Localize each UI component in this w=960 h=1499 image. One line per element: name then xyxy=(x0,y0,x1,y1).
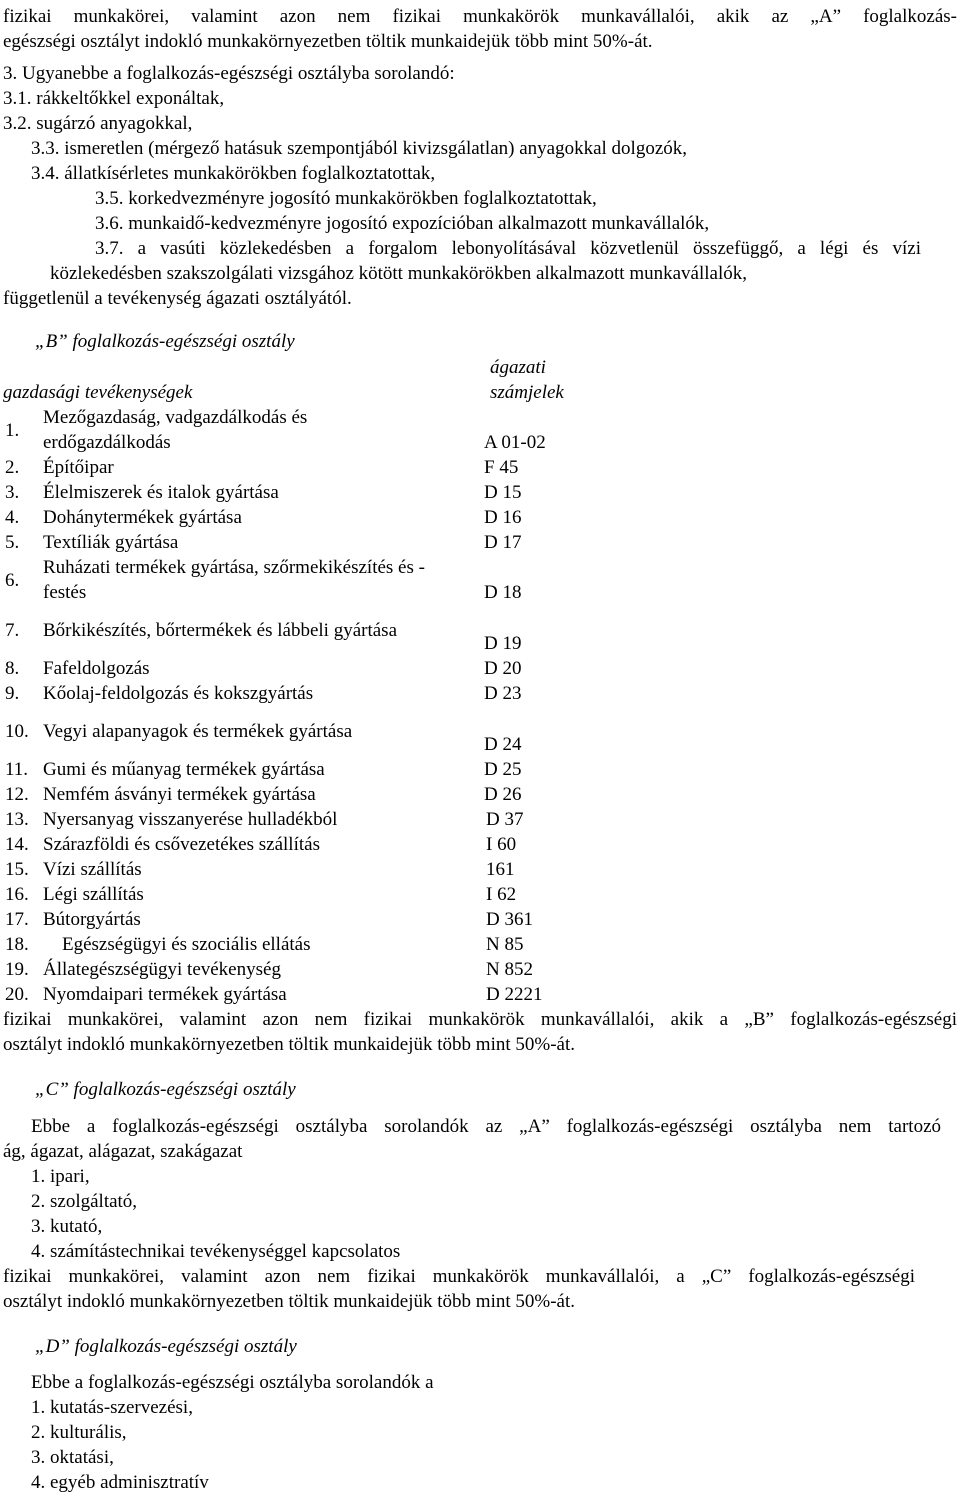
row-code: F 45 xyxy=(484,457,519,478)
row-number: 2. xyxy=(5,457,20,478)
table-row xyxy=(0,757,620,782)
section-c-heading: „C” foglalkozás-egészségi osztály xyxy=(35,1079,296,1100)
row-activity: Dohánytermékek gyártása xyxy=(43,507,242,528)
row-activity: Gumi és műanyag termékek gyártása xyxy=(43,759,325,780)
section-b-heading: „B” foglalkozás-egészségi osztály xyxy=(35,331,295,352)
row-code: D 24 xyxy=(484,734,522,755)
row-code: D 23 xyxy=(484,683,522,704)
row-activity: Textíliák gyártása xyxy=(43,532,179,553)
row-activity: Építőipar xyxy=(43,457,114,478)
row-code: 161 xyxy=(486,859,515,880)
paragraph-line: osztályt indokló munkakörnyezetben töltik munkaidejük több mint 50%-át. xyxy=(3,1034,576,1055)
sublist-item-3-2: 3.2. sugárzó anyagokkal, xyxy=(3,113,193,134)
row-code: D 2221 xyxy=(486,984,543,1005)
row-number: 6. xyxy=(5,570,20,591)
table-row xyxy=(0,618,620,656)
row-number: 9. xyxy=(5,683,20,704)
row-code: D 15 xyxy=(484,482,522,503)
row-code: D 17 xyxy=(484,532,522,553)
row-number: 11. xyxy=(5,759,29,780)
sublist-item-3-5: 3.5. korkedvezményre jogosító munkakörökben foglalkoztatottak, xyxy=(95,188,597,209)
sublist-item-3-7-cont: függetlenül a tevékenység ágazati osztályától. xyxy=(3,288,352,309)
row-number: 19. xyxy=(5,959,29,980)
paragraph-line: Ebbe a foglalkozás-egészségi osztályba sorolandók a xyxy=(31,1372,434,1393)
row-code: N 85 xyxy=(486,934,524,955)
row-number: 12. xyxy=(5,784,29,805)
row-activity: Nyomdaipari termékek gyártása xyxy=(43,984,287,1005)
row-activity: Élelmiszerek és italok gyártása xyxy=(43,482,279,503)
table-row xyxy=(0,681,620,706)
row-code: D 37 xyxy=(486,809,524,830)
table-row xyxy=(0,656,620,681)
row-number: 17. xyxy=(5,909,29,930)
row-activity: Bőrkikészítés, bőrtermékek és lábbeli gyártása xyxy=(43,620,398,641)
row-number: 3. xyxy=(5,482,20,503)
row-activity: Légi szállítás xyxy=(43,884,144,905)
row-number: 16. xyxy=(5,884,29,905)
sublist-item-3-7: 3.7. a vasúti közlekedésben a forgalom lebonyolításával közvetlenül összefüggő, a légi és vízi xyxy=(95,238,921,259)
table-row xyxy=(0,807,620,832)
paragraph-line: Ebbe a foglalkozás-egészségi osztályba sorolandók az „A” foglalkozás-egészségi osztályba nem tartozó xyxy=(31,1116,941,1137)
row-activity: Kőolaj-feldolgozás és kokszgyártás xyxy=(43,683,314,704)
row-number: 7. xyxy=(5,620,20,641)
sublist-item-3-1: 3.1. rákkeltőkkel exponáltak, xyxy=(3,88,225,109)
table-row xyxy=(0,480,620,505)
column-header-codes: számjelek xyxy=(490,382,564,403)
row-code: D 20 xyxy=(484,658,522,679)
list-item: 3. kutató, xyxy=(31,1216,103,1237)
list-item: 2. kulturális, xyxy=(31,1422,127,1443)
paragraph-line: egészségi osztályt indokló munkakörnyezetben töltik munkaidejük több mint 50%-át. xyxy=(3,31,653,52)
row-activity: Nemfém ásványi termékek gyártása xyxy=(43,784,316,805)
row-number: 15. xyxy=(5,859,29,880)
paragraph-line: fizikai munkakörei, valamint azon nem fizikai munkakörök munkavállalói, akik az „A” foglalkozás- xyxy=(3,6,957,27)
list-item: 1. ipari, xyxy=(31,1166,90,1187)
row-code: I 60 xyxy=(486,834,517,855)
table-row xyxy=(0,530,620,555)
row-code: D 361 xyxy=(486,909,533,930)
sublist-item-3-3: 3.3. ismeretlen (mérgező hatásuk szempontjából kivizsgálatlan) anyagokkal dolgozók, xyxy=(31,138,688,159)
paragraph-line: fizikai munkakörei, valamint azon nem fizikai munkakörök munkavállalói, akik a „B” foglalkozás-egészségi xyxy=(3,1009,957,1030)
column-header-activities: gazdasági tevékenységek xyxy=(3,382,193,403)
paragraph-line: fizikai munkakörei, valamint azon nem fizikai munkakörök munkavállalói, a „C” foglalkozás-egészségi xyxy=(3,1266,915,1287)
row-code: A 01-02 xyxy=(484,432,546,453)
column-header-sector: ágazati xyxy=(490,357,546,378)
row-activity: erdőgazdálkodás xyxy=(43,432,171,453)
paragraph-line: osztályt indokló munkakörnyezetben töltik munkaidejük több mint 50%-át. xyxy=(3,1291,576,1312)
table-row xyxy=(0,932,620,957)
row-activity: Vegyi alapanyagok és termékek gyártása xyxy=(43,721,353,742)
row-code: D 19 xyxy=(484,633,522,654)
paragraph-line: ág, ágazat, alágazat, szakágazat xyxy=(3,1141,243,1162)
section-d-heading: „D” foglalkozás-egészségi osztály xyxy=(35,1336,297,1357)
row-activity: Mezőgazdaság, vadgazdálkodás és xyxy=(43,407,308,428)
row-activity: Nyersanyag visszanyerése hulladékból xyxy=(43,809,338,830)
list-item: 4. számítástechnikai tevékenységgel kapcsolatos xyxy=(31,1241,401,1262)
sublist-item-3-7-cont: közlekedésben szakszolgálati vizsgához kötött munkakörökben alkalmazott munkavállalók, xyxy=(50,263,747,284)
list-item: 4. egyéb adminisztratív xyxy=(31,1472,209,1493)
row-number: 13. xyxy=(5,809,29,830)
row-code: D 18 xyxy=(484,582,522,603)
table-row xyxy=(0,882,620,907)
row-number: 10. xyxy=(5,721,29,742)
row-activity: Ruházati termékek gyártása, szőrmekikészítés és - xyxy=(43,557,425,578)
table-row xyxy=(0,405,620,455)
row-code: D 25 xyxy=(484,759,522,780)
row-activity: Szárazföldi és csővezetékes szállítás xyxy=(43,834,320,855)
sublist-item-3-4: 3.4. állatkísérletes munkakörökben foglalkoztatottak, xyxy=(31,163,436,184)
table-row xyxy=(0,782,620,807)
row-activity: Egészségügyi és szociális ellátás xyxy=(62,934,311,955)
table-row xyxy=(0,857,620,882)
sublist-item-3-6: 3.6. munkaidő-kedvezményre jogosító expozícióban alkalmazott munkavállalók, xyxy=(95,213,710,234)
row-activity: Bútorgyártás xyxy=(43,909,141,930)
row-number: 1. xyxy=(5,420,20,441)
list-item-3: 3. Ugyanebbe a foglalkozás-egészségi osztályba sorolandó: xyxy=(3,63,455,84)
list-item: 1. kutatás-szervezési, xyxy=(31,1397,193,1418)
row-activity: Fafeldolgozás xyxy=(43,658,150,679)
table-row xyxy=(0,982,620,1007)
row-activity: Vízi szállítás xyxy=(43,859,142,880)
table-row xyxy=(0,957,620,982)
row-number: 14. xyxy=(5,834,29,855)
row-number: 4. xyxy=(5,507,20,528)
row-activity: Állategészségügyi tevékenység xyxy=(43,959,281,980)
row-code: N 852 xyxy=(486,959,533,980)
table-row xyxy=(0,505,620,530)
table-row xyxy=(0,719,620,757)
row-code: D 16 xyxy=(484,507,522,528)
table-row xyxy=(0,555,620,605)
row-number: 5. xyxy=(5,532,20,553)
row-number: 8. xyxy=(5,658,20,679)
table-row xyxy=(0,455,620,480)
table-row xyxy=(0,832,620,857)
row-code: D 26 xyxy=(484,784,522,805)
row-number: 20. xyxy=(5,984,29,1005)
list-item: 3. oktatási, xyxy=(31,1447,114,1468)
row-number: 18. xyxy=(5,934,29,955)
row-code: I 62 xyxy=(486,884,517,905)
list-item: 2. szolgáltató, xyxy=(31,1191,138,1212)
table-row xyxy=(0,907,620,932)
row-activity: festés xyxy=(43,582,87,603)
